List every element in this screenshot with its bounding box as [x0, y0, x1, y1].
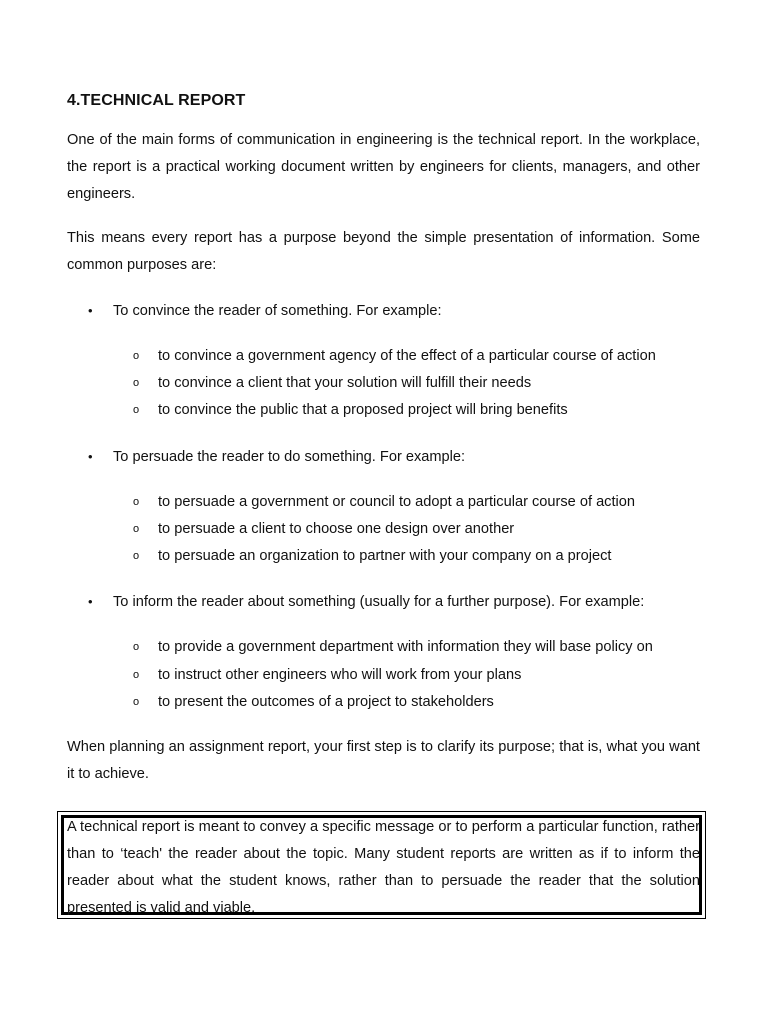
callout-box-text: A technical report is meant to convey a specific message or to perform a particular function, rather than to ‘teach' the reader about the topic. Many student reports are written as if to inform the reader about what the student knows, rather than to persuade the reader that the solution presented is valid and viable. — [67, 819, 700, 916]
example-text: to persuade a client to choose one design over another — [158, 521, 515, 537]
section-heading: 4.TECHNICAL REPORT — [67, 92, 246, 109]
example-sub-item — [133, 692, 494, 713]
purpose-label: To convince the reader of something. For example: — [113, 303, 442, 319]
purpose-label: To inform the reader about something (usually for a further purpose). For example: — [113, 594, 645, 610]
example-text: to persuade an organization to partner with your company on a project — [158, 548, 612, 564]
intro-paragraph: One of the main forms of communication in engineering is the technical report. In the workplace, the report is a practical working document written by engineers for clients, managers, and other engineers. — [67, 132, 700, 202]
purpose-bullet-item — [88, 592, 644, 612]
sub-bullet-glyph: o — [133, 641, 140, 653]
example-text: to present the outcomes of a project to stakeholders — [158, 694, 494, 710]
sub-bullet-glyph: o — [133, 350, 140, 362]
example-text: to provide a government department with information they will base policy on — [158, 639, 653, 655]
sub-bullet-glyph: o — [133, 404, 140, 416]
example-sub-item — [133, 346, 656, 367]
example-sub-item — [133, 546, 612, 567]
bullet-glyph: • — [88, 303, 93, 318]
example-text: to convince the public that a proposed project will bring benefits — [158, 402, 568, 418]
example-sub-item — [133, 492, 635, 513]
bullet-glyph: • — [88, 594, 93, 609]
example-text: to persuade a government or council to adopt a particular course of action — [158, 494, 636, 510]
purpose-bullet-item — [88, 301, 442, 321]
sub-bullet-glyph: o — [133, 696, 140, 708]
sub-bullet-glyph: o — [133, 523, 140, 535]
example-sub-item — [133, 665, 521, 686]
example-sub-item — [133, 519, 514, 540]
sub-bullet-glyph: o — [133, 550, 140, 562]
example-text: to convince a client that your solution will fulfill their needs — [158, 375, 532, 391]
sub-bullet-glyph: o — [133, 669, 140, 681]
sub-bullet-glyph: o — [133, 496, 140, 508]
purpose-label: To persuade the reader to do something. For example: — [113, 449, 466, 465]
planning-paragraph: When planning an assignment report, your first step is to clarify its purpose; that is, what you want it to achieve. — [67, 739, 700, 782]
example-sub-item — [133, 400, 568, 421]
example-text: to convince a government agency of the effect of a particular course of action — [158, 348, 656, 364]
example-sub-item — [133, 373, 531, 394]
bullet-glyph: • — [88, 449, 93, 464]
purpose-bullet-item — [88, 447, 465, 467]
purpose-paragraph: This means every report has a purpose beyond the simple presentation of information. Some common purposes are: — [67, 230, 700, 273]
example-sub-item — [133, 637, 653, 658]
example-text: to instruct other engineers who will work from your plans — [158, 667, 522, 683]
sub-bullet-glyph: o — [133, 377, 140, 389]
